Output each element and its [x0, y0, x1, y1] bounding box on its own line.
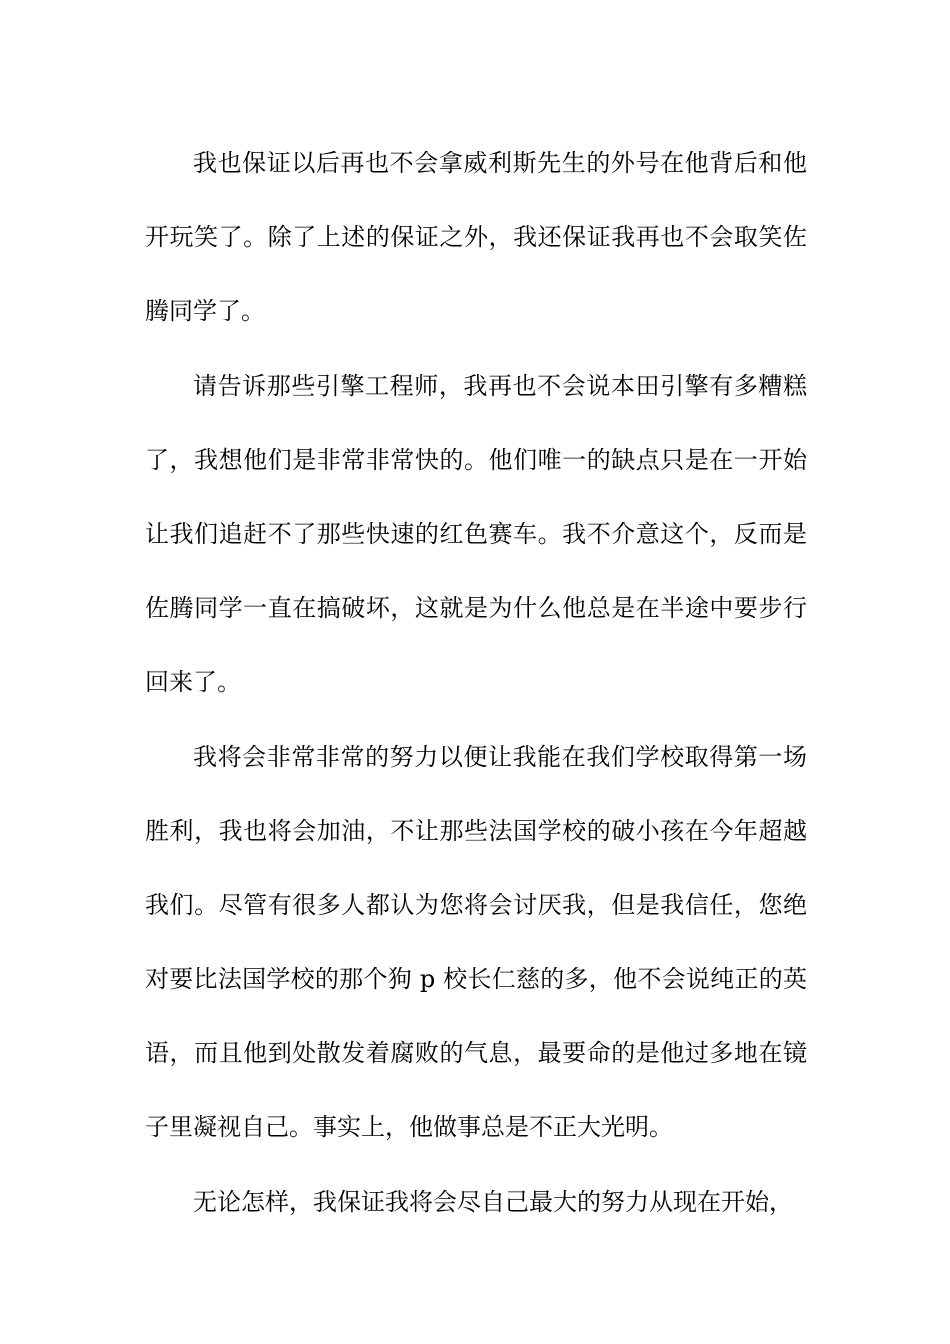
paragraph-3-line-6: 子里凝视自己。事实上，他做事总是不正大光明。	[145, 1113, 673, 1142]
paragraph-3-line-3: 我们。尽管有很多人都认为您将会讨厌我，但是我信任，您绝	[145, 890, 807, 919]
paragraph-3-line-1: 我将会非常非常的努力以便让我能在我们学校取得第一场	[193, 742, 807, 771]
paragraph-4-line-1: 无论怎样，我保证我将会尽自己最大的努力从现在开始，	[193, 1187, 793, 1216]
paragraph-1-line-3: 腾同学了。	[145, 297, 265, 326]
paragraph-3-line-4: 对要比法国学校的那个狗 p 校长仁慈的多，他不会说纯正的英	[145, 965, 807, 994]
paragraph-2-line-2: 了，我想他们是非常非常快的。他们唯一的缺点只是在一开始	[145, 445, 807, 474]
paragraph-2-line-5: 回来了。	[145, 668, 241, 697]
paragraph-3-line-2: 胜利，我也将会加油，不让那些法国学校的破小孩在今年超越	[145, 816, 807, 845]
paragraph-2-line-4: 佐腾同学一直在搞破坏，这就是为什么他总是在半途中要步行	[145, 594, 807, 623]
paragraph-1-line-1: 我也保证以后再也不会拿威利斯先生的外号在他背后和他	[193, 149, 807, 177]
paragraph-2-line-1: 请告诉那些引擎工程师，我再也不会说本田引擎有多糟糕	[193, 371, 807, 400]
paragraph-1-line-2: 开玩笑了。除了上述的保证之外，我还保证我再也不会取笑佐	[145, 223, 807, 252]
paragraph-2-line-3: 让我们追赶不了那些快速的红色赛车。我不介意这个，反而是	[145, 519, 807, 548]
body-text	[145, 126, 807, 1239]
paragraph-3-line-5: 语，而且他到处散发着腐败的气息，最要命的是他过多地在镜	[145, 1039, 807, 1068]
